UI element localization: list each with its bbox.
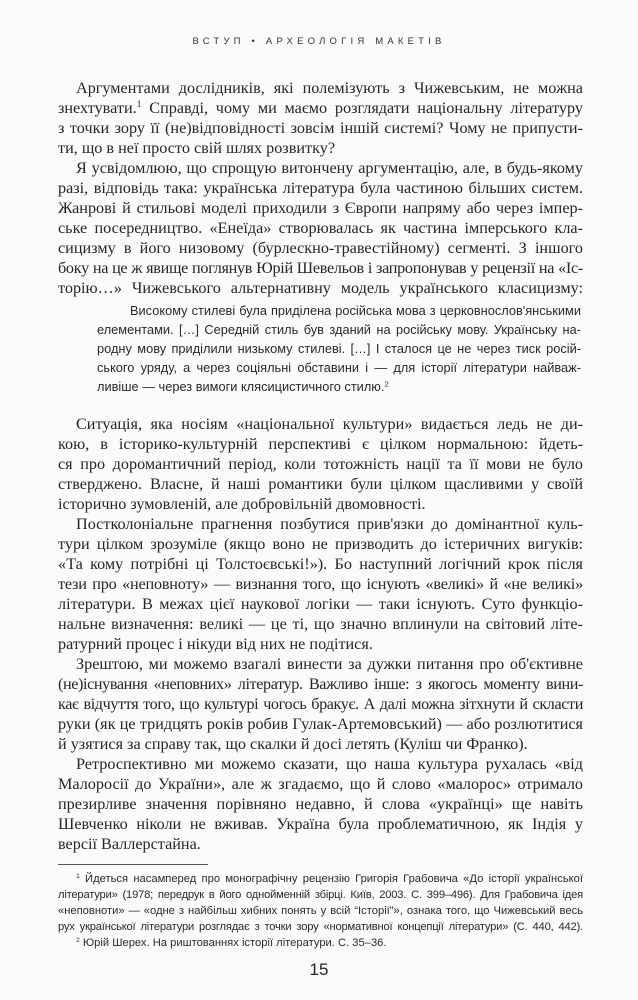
text-line: ти, що в неї просто свій шлях розвитку?	[58, 139, 335, 157]
text-line: й узятися за справу так, що скалки й досі летять (Куліш чи Франко).	[58, 735, 528, 753]
text-line: ратурний процес і нікуди від них не подітися.	[58, 635, 373, 653]
page-number: 15	[309, 960, 329, 979]
footnote-1-line: $^1$ Йдеться насамперед про монографічну рецензію Григорія Грабовича «До історії української	[76, 872, 584, 885]
main-text-top	[58, 78, 583, 298]
footnote-divider	[58, 864, 208, 865]
text-line: ся про доромантичний період, коли тотожність нації та її мови не було	[58, 455, 583, 473]
text-line: історично зумовленій, але добровільній двомовності.	[58, 495, 426, 513]
text-line: Аргументами дослідників, які полемізують з Чижевським, не можна	[76, 79, 583, 97]
footnote-ref-2[interactable]: 2	[384, 379, 389, 389]
text-line: тури цілком зрозуміле (якщо воно не призводить до істеричних вигуків:	[58, 535, 583, 553]
quote-line: ливіше — через вимоги клясицистичного стилю.$^2$	[97, 379, 389, 394]
main-text-bottom	[58, 414, 583, 854]
footnote-2-line: $^2$ Юрій Шерех. На риштованнях історії літератури. С. 35–36.	[76, 936, 387, 949]
footnotes	[58, 871, 583, 951]
text-line: з точки зору її (не)відповідності зовсім іншій системі? Чому не припусти-	[58, 119, 583, 137]
quote-line: Високому стилеві була приділена російська мова з церковнослов'янськими	[130, 303, 581, 318]
text-line: Шевченко ніколи не вживав. Україна була проблематичною, як Індія у	[58, 815, 583, 833]
text-line: ське посередництво. «Енеїда» створювалась як частина імперського кла-	[58, 219, 583, 237]
text-line: Зрештою, ми можемо взагалі винести за дужки питання про об'єктивне	[76, 655, 583, 673]
text-line: торію…» Чижевського альтернативну модель українського класицизму:	[58, 279, 583, 297]
text-line: руки (як це тридцять років робив Гулак-Артемовський) — або розлютитися	[58, 715, 583, 733]
text-line: Постколоніальне прагнення позбутися прив'язки до домінантної куль-	[76, 515, 583, 533]
text-line: сицизму в його низовому (бурлескно-травестійному) сегменті. З іншого	[58, 239, 583, 257]
text-line: нальне визначення: великі — це ті, що значно вплинули на світовий літе-	[58, 615, 583, 633]
text-line: боку на це ж явище поглянув Юрій Шевельов і запропонував у рецензії на «Іс-	[58, 259, 583, 277]
quote-line: родну мову приділили низькому стилеві. […] І сталося це не через тиск росій-	[97, 341, 581, 356]
footnote-1-line: рух української літератури розглядає з точки зору «нормативної концепції літератури» (С. 440, 442).	[58, 921, 583, 933]
quote-line: ського уряду, а через соціяльні обставини і — для історії літератури найваж-	[97, 360, 581, 375]
text-line: презирливе значення порівняно недавно, й слова «українці» ще навіть	[58, 795, 583, 813]
text-line: Жанрові й стильові моделі приходили з Європи напряму або через імпер-	[58, 199, 583, 217]
footnote-ref-1[interactable]: 1	[136, 99, 142, 111]
footnote-1-line: літератури» (1978; передрук в його однойменній збірці. Київ, 2003. С. 399–496). Для Грабовича ідея	[58, 889, 583, 901]
text-line: (не)існування «неповних» літератур. Важливо інше: з якогось моменту вини-	[58, 675, 583, 693]
text-line: знехтувати.$^1$ Справді, чому ми маємо розглядати національну літературу	[58, 99, 583, 117]
footnote-1-line: «неповноти» — «одне з найбільш хибних понять у всій “Історії”», ознака того, що Чижевський весь	[58, 905, 583, 917]
text-line: разі, відповідь така: українська література була частиною більших систем.	[58, 179, 583, 197]
text-line: кою, в історико-культурній перспективі є цілком нормальною: йдеть-	[58, 435, 583, 453]
text-line: Я усвідомлюю, що спрощую витончену аргументацію, але, в будь-якому	[76, 159, 583, 177]
text-line: ствердженo. Власне, й наші романтики були цілком щасливими у своїй	[58, 475, 583, 493]
quote-line: елементами. […] Середній стиль був зданий на російську мову. Українську на-	[97, 322, 581, 337]
text-line: кає відчуття того, що культурі чогось бракує. А далі можна зітхнути й скласти	[58, 695, 583, 713]
block-quote	[97, 301, 581, 396]
text-line: Малоросії до України», але ж згадаємо, що й слово «малорос» отримало	[58, 775, 583, 793]
text-line: Ситуація, яка носіям «національної культури» видається ледь не ди-	[76, 415, 583, 433]
text-line: тези про «неповноту» — визнання того, що існують «великі» й «не великі»	[58, 575, 583, 593]
text-line: Ретроспективно ми можемо сказати, що наша культура рухалась «від	[76, 755, 583, 773]
text-line: літератури. В межах цієї наукової логіки — таки існують. Суто функціо-	[58, 595, 583, 613]
text-line: версії Валлерстайна.	[58, 835, 201, 853]
running-header: ВСТУП • АРХЕОЛОГІЯ МАКЕТІВ	[192, 36, 446, 47]
text-line: «Та кому потрібні ці Толстоєвські!»). Бо наступний логічний крок після	[58, 555, 583, 573]
